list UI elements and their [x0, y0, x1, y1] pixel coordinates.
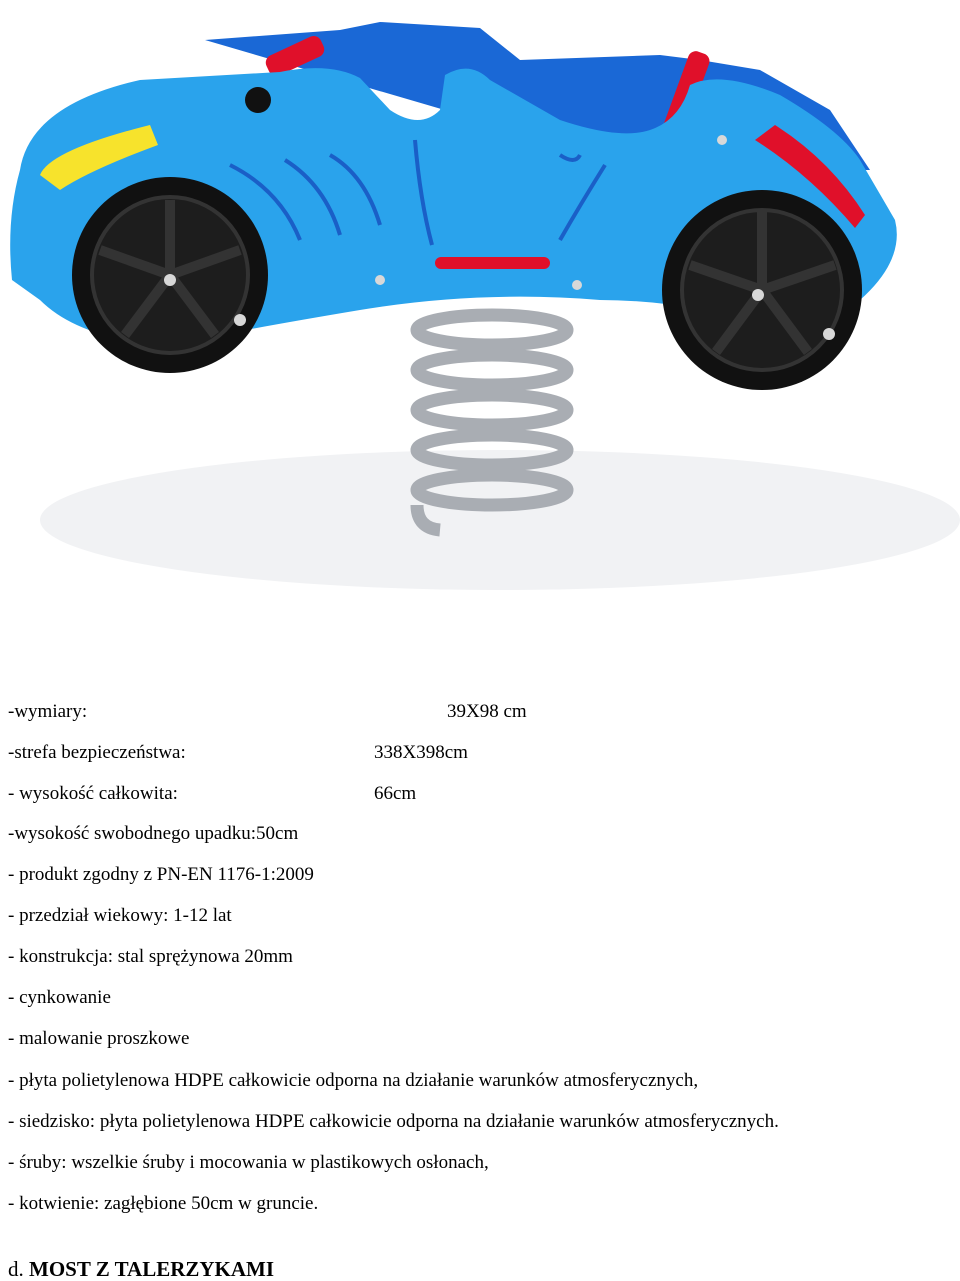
- eye-bolt: [245, 87, 271, 113]
- side-stripe-red: [435, 257, 550, 269]
- spec-safety-zone-label: -strefa bezpieczeństwa:: [8, 742, 186, 763]
- spec-fall-height: -wysokość swobodnego upadku:50cm: [8, 823, 299, 844]
- spec-safety-zone-value: 338X398cm: [374, 742, 468, 763]
- bolt: [375, 275, 385, 285]
- spec-dimensions-value: 39X98 cm: [447, 701, 527, 722]
- spec-age-range: - przedział wiekowy: 1-12 lat: [8, 905, 232, 926]
- spec-standard: - produkt zgodny z PN-EN 1176-1:2009: [8, 864, 314, 885]
- front-wheel: [72, 177, 268, 373]
- spec-total-height-value: 66cm: [374, 783, 417, 804]
- spec-board: - płyta polietylenowa HDPE całkowicie odporna na działanie warunków atmosferycznych,: [8, 1070, 699, 1091]
- rear-wheel: [662, 190, 862, 390]
- spec-painting: - malowanie proszkowe: [8, 1028, 190, 1049]
- spring-car-illustration: [0, 0, 960, 600]
- spec-total-height-label: - wysokość całkowita:: [8, 783, 178, 804]
- section-prefix: d.: [8, 1257, 24, 1281]
- spec-seat: - siedzisko: płyta polietylenowa HDPE całkowicie odporna na działanie warunków atmosferycznych.: [8, 1111, 779, 1132]
- bolt: [572, 280, 582, 290]
- spec-galvanizing: - cynkowanie: [8, 987, 111, 1008]
- bolt: [717, 135, 727, 145]
- spec-screws: - śruby: wszelkie śruby i mocowania w plastikowych osłonach,: [8, 1152, 489, 1173]
- spec-anchoring: - kotwienie: zagłębione 50cm w gruncie.: [8, 1193, 319, 1214]
- section-heading: [8, 1258, 274, 1280]
- spec-construction: - konstrukcja: stal sprężynowa 20mm: [8, 946, 293, 967]
- section-title: MOST Z TALERZYKAMI: [29, 1257, 275, 1281]
- spec-dimensions-label: -wymiary:: [8, 701, 88, 722]
